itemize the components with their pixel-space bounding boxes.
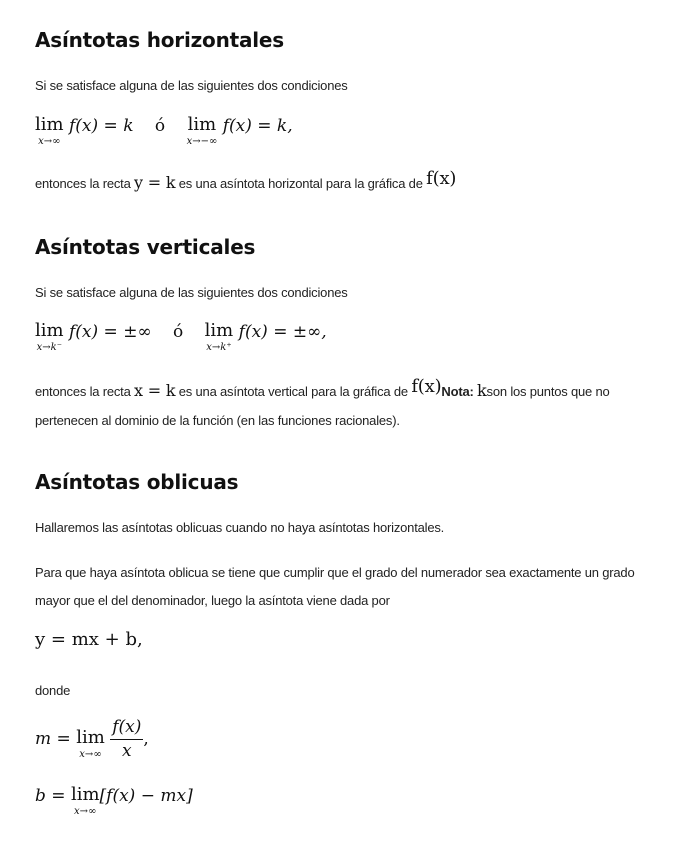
- inline-math-fx: f(x): [411, 376, 442, 397]
- oblique-condition-line1: Para que haya asíntota oblicua se tiene que cumplir que el grado del numerador sea exactamente un grado: [35, 565, 635, 580]
- horizontal-conclusion: entonces la recta y = k es una asíntota horizontal para la gráfica de f(x): [35, 168, 457, 192]
- slope-formula: m = lim x→∞ $\frac{f(x)}{x}$ ,: [35, 717, 149, 761]
- or-word: ó: [154, 116, 166, 136]
- limit-operator: lim x→∞: [76, 726, 105, 760]
- vertical-note-line2: pertenecen al dominio de la función (en las funciones racionales).: [35, 413, 400, 428]
- or-word: ó: [173, 322, 184, 342]
- limit-expression-left: f(x) = k: [69, 116, 134, 136]
- heading-oblique-asymptotes: Asíntotas oblicuas: [35, 470, 239, 494]
- limit-expression-right: f(x) = ±∞,: [238, 322, 327, 342]
- horizontal-limit-equation: [35, 116, 293, 147]
- limit-operator: lim x→k⁺: [204, 320, 234, 353]
- heading-vertical-asymptotes: Asíntotas verticales: [35, 235, 256, 259]
- heading-horizontal-asymptotes: Asíntotas horizontales: [35, 28, 284, 52]
- inline-math-y-equals-k: y = k: [134, 173, 176, 192]
- limit-operator: lim x→∞: [35, 114, 64, 147]
- intercept-formula: b = lim x→∞ [f(x) − mx]: [35, 784, 193, 817]
- note-label: Nota:: [441, 384, 474, 399]
- where-word: donde: [35, 683, 71, 698]
- oblique-condition-line2: mayor que el del denominador, luego la asíntota viene dada por: [35, 593, 390, 608]
- limit-operator: lim x→∞: [70, 784, 100, 817]
- fraction-fx-over-x: $\frac{f(x)}{x}$: [112, 717, 142, 761]
- inline-math-k: k: [477, 381, 487, 400]
- limit-operator: lim x→−∞: [186, 114, 218, 147]
- inline-math-fx: f(x): [426, 168, 457, 189]
- oblique-intro-text: Hallaremos las asíntotas oblicuas cuando no haya asíntotas horizontales.: [35, 520, 445, 535]
- oblique-line-equation: y = mx + b,: [35, 629, 143, 650]
- limit-expression-right: f(x) = k,: [222, 116, 293, 136]
- vertical-intro-text: Si se satisface alguna de las siguientes dos condiciones: [35, 285, 348, 300]
- limit-operator: lim x→k⁻: [35, 320, 64, 353]
- vertical-conclusion: entonces la recta x = k es una asíntota vertical para la gráfica de f(x)Nota: kson los puntos que no: [35, 376, 610, 400]
- limit-expression-left: f(x) = ±∞: [69, 322, 152, 342]
- horizontal-intro-text: Si se satisface alguna de las siguientes dos condiciones: [35, 78, 348, 93]
- inline-math-x-equals-k: x = k: [134, 381, 176, 400]
- intercept-expression: [f(x) − mx]: [99, 786, 193, 806]
- vertical-limit-equation: [35, 322, 327, 353]
